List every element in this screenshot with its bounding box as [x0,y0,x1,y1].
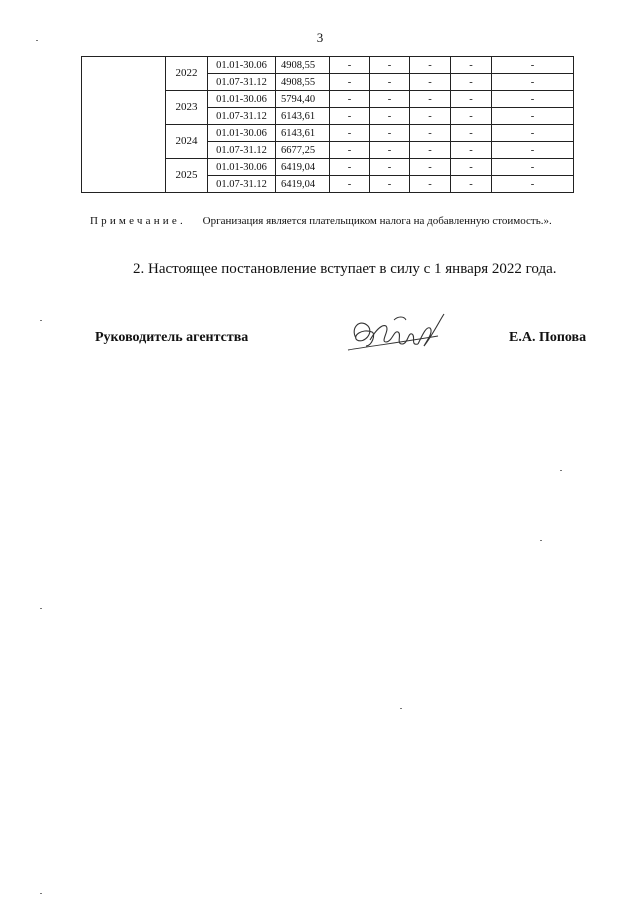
dash-cell: - [451,91,492,108]
period-cell: 01.01-30.06 [208,57,276,74]
dash-cell: - [492,91,574,108]
note [90,215,552,227]
value-cell: 5794,40 [276,91,330,108]
dash-cell: - [492,142,574,159]
dash-cell: - [451,142,492,159]
year-cell: 2025 [166,159,208,193]
scan-speck [40,320,42,321]
scan-speck [40,893,42,894]
note-label: Примечание. [90,215,186,227]
dash-cell: - [451,125,492,142]
dash-cell: - [330,91,370,108]
scan-speck [40,608,42,609]
dash-cell: - [492,125,574,142]
dash-cell: - [451,176,492,193]
scan-speck [36,40,38,41]
dash-cell: - [492,74,574,91]
dash-cell: - [410,159,451,176]
tariff-table [81,56,574,193]
dash-cell: - [330,159,370,176]
dash-cell: - [330,125,370,142]
dash-cell: - [330,57,370,74]
signer-name: Е.А. Попова [509,330,587,345]
dash-cell: - [410,108,451,125]
period-cell: 01.07-31.12 [208,142,276,159]
organization-cell [82,57,166,193]
table-row [82,57,574,74]
period-cell: 01.07-31.12 [208,176,276,193]
dash-cell: - [451,108,492,125]
dash-cell: - [410,57,451,74]
dash-cell: - [370,159,410,176]
value-cell: 6419,04 [276,176,330,193]
dash-cell: - [410,74,451,91]
year-cell: 2024 [166,125,208,159]
value-cell: 4908,55 [276,74,330,91]
value-cell: 4908,55 [276,57,330,74]
scan-speck [540,540,542,541]
dash-cell: - [410,176,451,193]
tariff-table-body [82,57,574,193]
value-cell: 6419,04 [276,159,330,176]
dash-cell: - [370,57,410,74]
value-cell: 6677,25 [276,142,330,159]
dash-cell: - [370,142,410,159]
dash-cell: - [330,108,370,125]
dash-cell: - [370,74,410,91]
page-number: 3 [316,30,324,45]
handwritten-signature-icon [342,306,452,358]
period-cell: 01.07-31.12 [208,108,276,125]
period-cell: 01.01-30.06 [208,125,276,142]
dash-cell: - [330,176,370,193]
dash-cell: - [410,142,451,159]
dash-cell: - [492,108,574,125]
dash-cell: - [410,91,451,108]
year-cell: 2023 [166,91,208,125]
dash-cell: - [492,176,574,193]
value-cell: 6143,61 [276,125,330,142]
dash-cell: - [451,74,492,91]
dash-cell: - [451,57,492,74]
scan-speck [560,470,562,471]
period-cell: 01.01-30.06 [208,91,276,108]
dash-cell: - [492,57,574,74]
dash-cell: - [330,74,370,91]
note-text: Организация является плательщиком налога на добавленную стоимость.». [202,215,552,227]
dash-cell: - [492,159,574,176]
scan-speck [400,708,402,709]
signer-title: Руководитель агентства [95,330,249,345]
period-cell: 01.01-30.06 [208,159,276,176]
period-cell: 01.07-31.12 [208,74,276,91]
dash-cell: - [370,176,410,193]
decree-item-2: 2. Настоящее постановление вступает в силу с 1 января 2022 года. [133,261,557,277]
dash-cell: - [451,159,492,176]
dash-cell: - [370,91,410,108]
dash-cell: - [370,125,410,142]
dash-cell: - [410,125,451,142]
dash-cell: - [370,108,410,125]
dash-cell: - [330,142,370,159]
value-cell: 6143,61 [276,108,330,125]
year-cell: 2022 [166,57,208,91]
